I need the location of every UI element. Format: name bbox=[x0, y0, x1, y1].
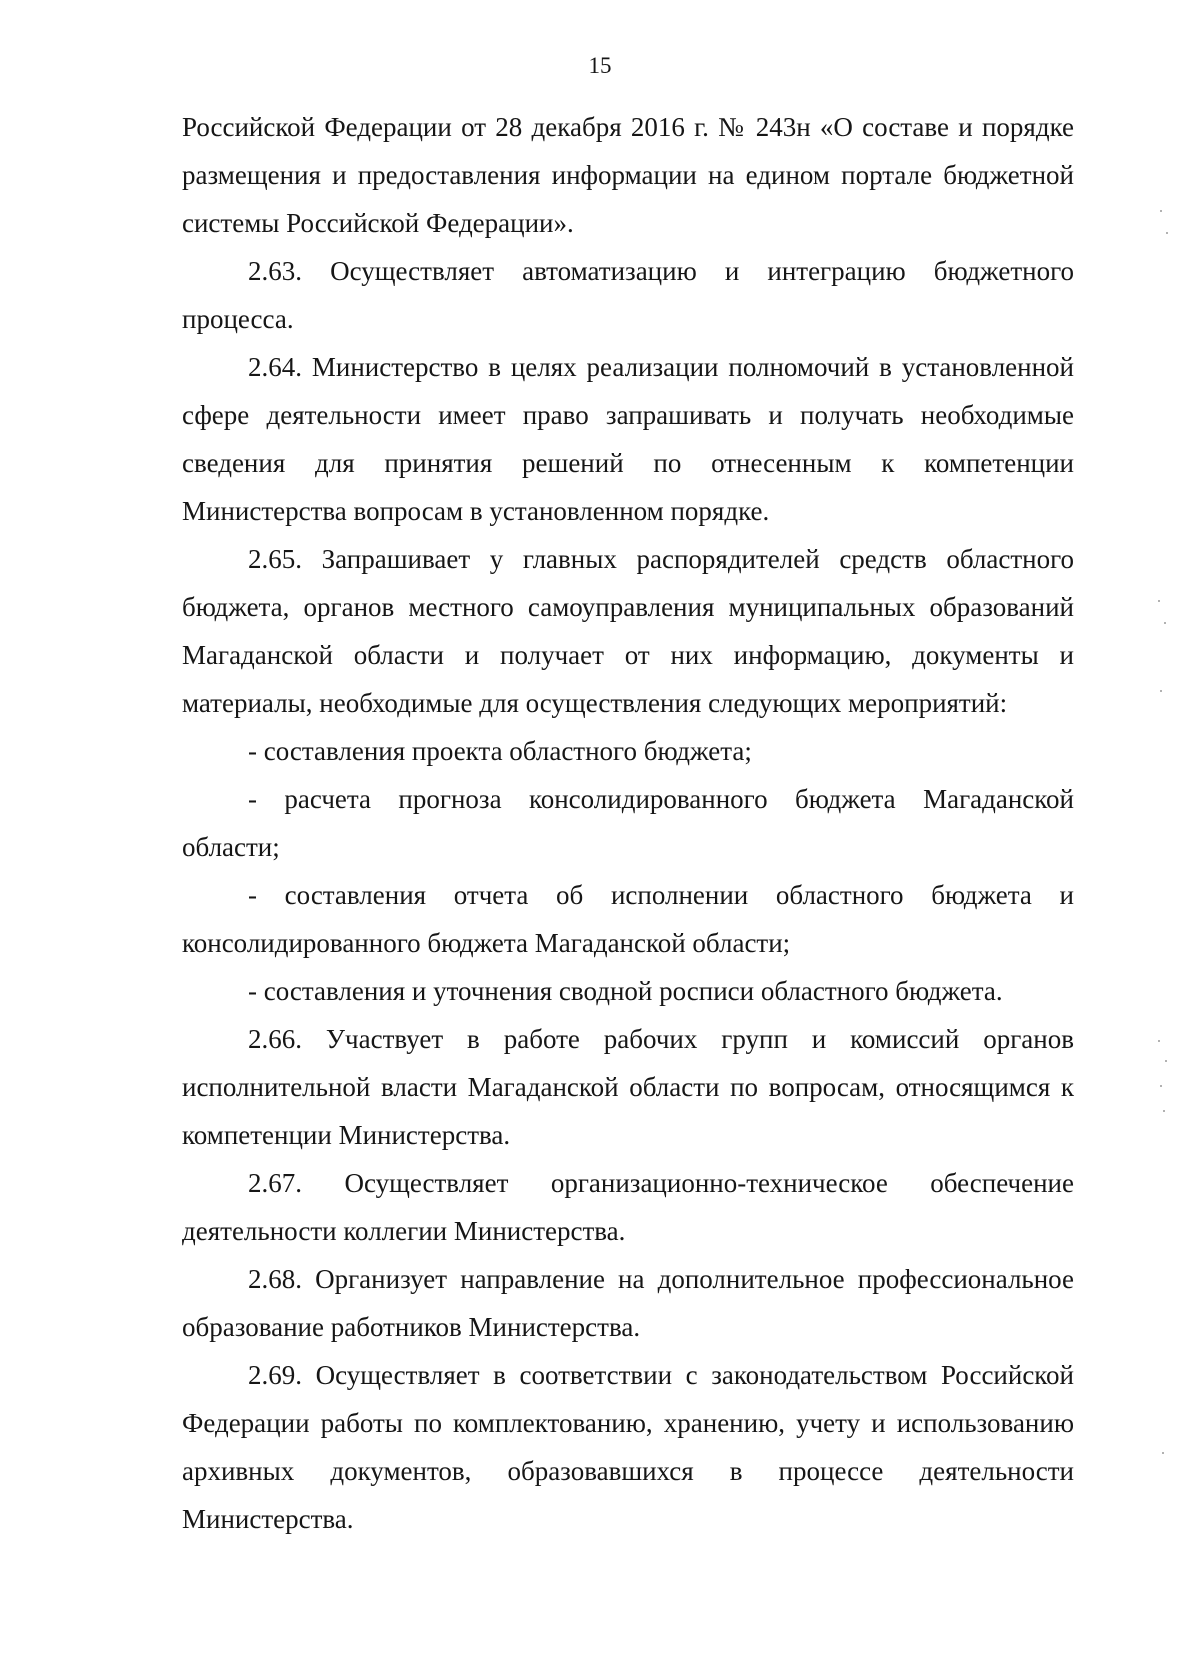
page-number: 15 bbox=[588, 53, 612, 78]
list-item-schedule: - составления и уточнения сводной росписи областного бюджета. bbox=[248, 976, 1003, 1006]
list-item-forecast: - расчета прогноза консолидированного бюджета Магаданской области; bbox=[182, 784, 1074, 862]
paragraph-2-66: 2.66. Участвует в работе рабочих групп и комиссий органов исполнительной власти Магаданской области по вопросам, относящимся к компетенции Министерства. bbox=[182, 1024, 1074, 1150]
paragraph-continuation: Российской Федерации от 28 декабря 2016 г. № 243н «О составе и порядке размещения и предоставления информации на едином портале бюджетной системы Российской Федерации». bbox=[182, 112, 1074, 238]
list-item-draft-budget: - составления проекта областного бюджета; bbox=[248, 736, 752, 766]
paragraph-2-65: 2.65. Запрашивает у главных распорядителей средств областного бюджета, органов местного самоуправления муниципальных образований Магаданской области и получает от них информацию, документы и материалы, необходимые для осуществления следующих мероприятий: bbox=[182, 544, 1074, 718]
list-item-report: - составления отчета об исполнении областного бюджета и консолидированного бюджета Магаданской области; bbox=[182, 880, 1074, 958]
paragraph-2-63: 2.63. Осуществляет автоматизацию и интеграцию бюджетного процесса. bbox=[182, 256, 1074, 334]
paragraph-2-68: 2.68. Организует направление на дополнительное профессиональное образование работников Министерства. bbox=[182, 1264, 1074, 1342]
paragraph-2-69: 2.69. Осуществляет в соответствии с законодательством Российской Федерации работы по комплектованию, хранению, учету и использованию архивных документов, образовавшихся в процессе деятельности Министерства. bbox=[182, 1360, 1074, 1534]
paragraph-2-64: 2.64. Министерство в целях реализации полномочий в установленной сфере деятельности имеет право запрашивать и получать необходимые сведения для принятия решений по отнесенным к компетенции Министерства вопросам в установленном порядке. bbox=[182, 352, 1074, 526]
document-body bbox=[182, 103, 1074, 1543]
paragraph-2-67: 2.67. Осуществляет организационно-техническое обеспечение деятельности коллегии Министерства. bbox=[182, 1168, 1074, 1246]
